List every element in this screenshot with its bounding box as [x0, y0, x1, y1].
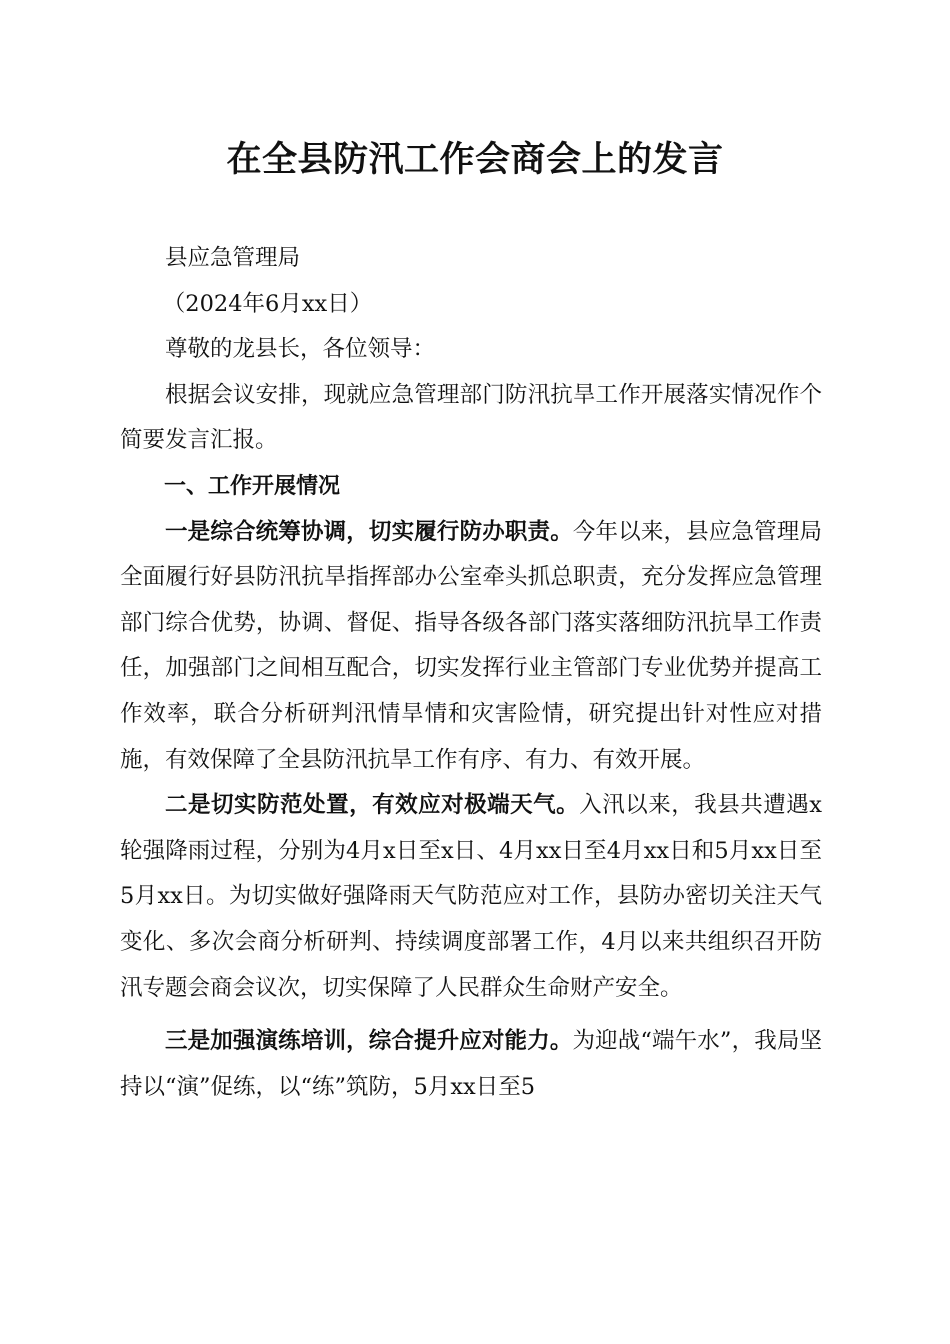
date-line: （2024年6月xx日） — [162, 290, 373, 317]
salutation: 尊敬的龙县长，各位领导： — [165, 336, 436, 363]
paragraph-gap — [120, 1011, 822, 1019]
section-heading-1: 一、工作开展情况 — [164, 473, 341, 499]
document-title: 在全县防汛工作会商会上的发言 — [226, 139, 724, 180]
intro-paragraph: 根据会议安排，现就应急管理部门防汛抗旱工作开展落实情况作个简要发言汇报。 — [120, 381, 822, 454]
paragraph-lead: 一是综合统筹协调，切实履行防办职责。 — [165, 518, 573, 545]
paragraph-item-3 — [120, 1019, 822, 1110]
paragraph-lead: 二是切实防范处置，有效应对极端天气。 — [165, 792, 580, 819]
author-line: 县应急管理局 — [165, 245, 301, 271]
paragraph-item-1 — [120, 510, 822, 784]
paragraph-item-2 — [120, 783, 822, 1011]
paragraph-text: 今年以来，县应急管理局全面履行好县防汛抗旱指挥部办公室牵头抓总职责，充分发挥应急管理部门综合优势，协调、督促、指导各级各部门落实落细防汛抗旱工作责任，加强部门之间相互配合，切实发挥行业主管部门专业优势并提高工作效率，联合分析研判汛情旱情和灾害险情，研究提出针对性应对措施，有效保障了全县防汛抗旱工作有序、有力、有效开展。 — [120, 518, 822, 773]
document-body — [120, 236, 822, 1110]
paragraph-lead: 三是加强演练培训，综合提升应对能力。 — [165, 1028, 573, 1055]
paragraph-text: 入汛以来，我县共遭遇x轮强降雨过程，分别为4月x日至x日、4月xx日至4月xx日和5月xx日至5月xx日。为切实做好强降雨天气防范应对工作，县防办密切关注天气变化、多次会商分析研判、持续调度部署工作，4月以来共组织召开防汛专题会商会议次，切实保障了人民群众生命财产安全。 — [120, 792, 822, 1001]
paragraph-text: 为迎战“端午水”，我局坚持以“演”促练，以“练”筑防，5月xx日至5 — [120, 1028, 822, 1100]
